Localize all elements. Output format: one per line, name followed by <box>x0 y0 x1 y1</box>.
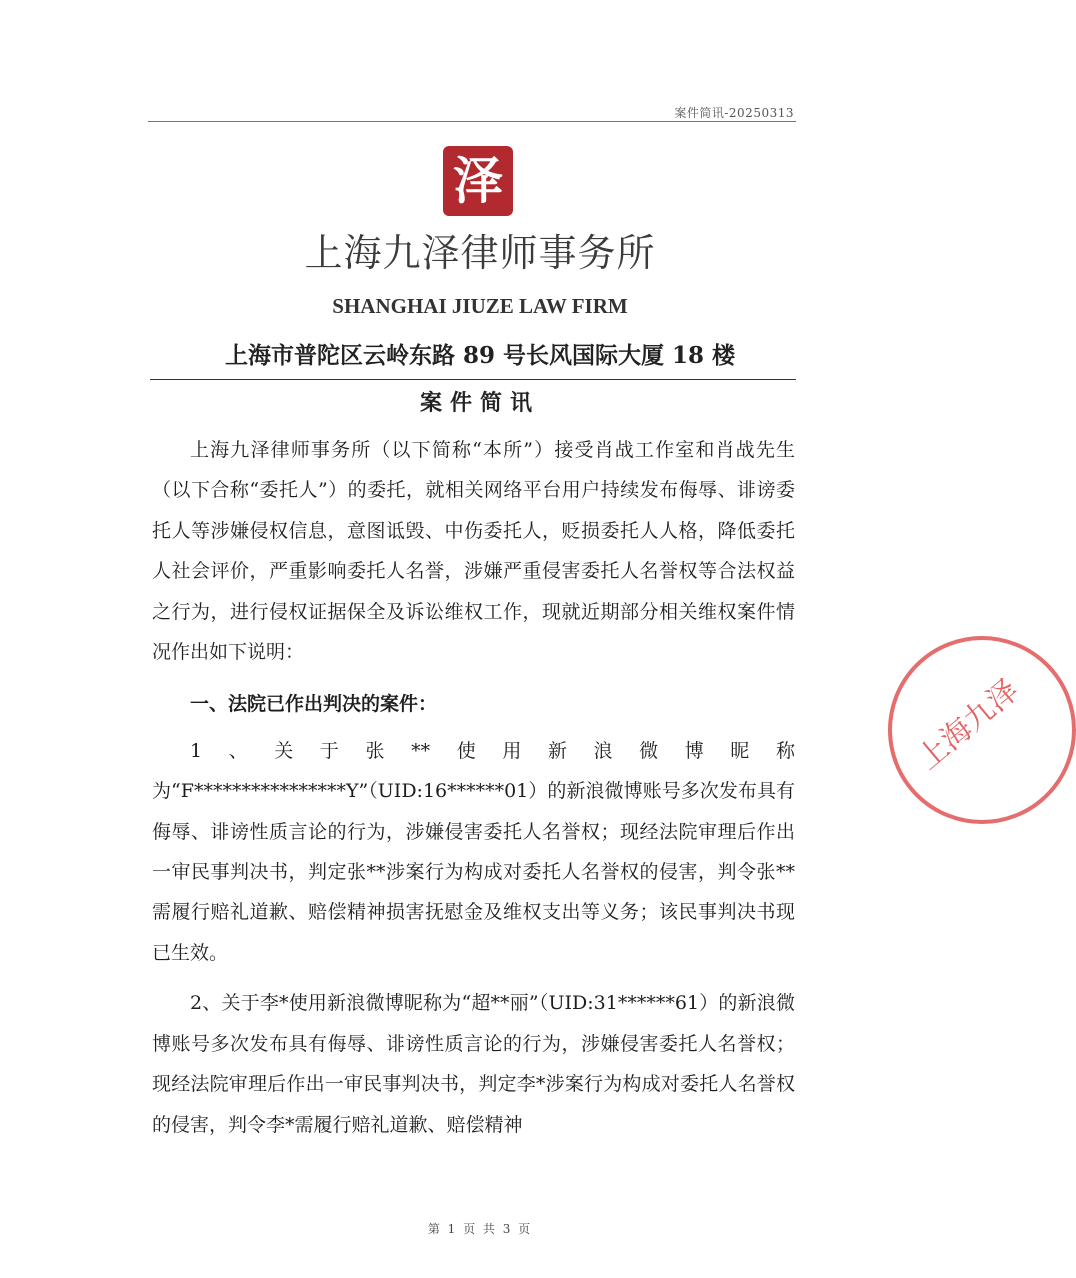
document-title: 案件简讯 <box>419 390 540 416</box>
section-heading: 一、法院已作出判决的案件： <box>190 693 438 716</box>
document-body <box>152 430 795 1145</box>
page-number: 第 1 页 共 3 页 <box>427 1222 533 1236</box>
firm-address: 上海市普陀区云岭东路 89 号长风国际大厦 18 楼 <box>224 342 736 369</box>
header-divider <box>148 121 796 122</box>
intro-paragraph: 上海九泽律师事务所（以下简称“本所”）接受肖战工作室和肖战先生（以下合称“委托人”）的委托，就相关网络平台用户持续发布侮辱、诽谤委托人等涉嫌侵权信息，意图诋毁、中伤委托人，贬损委托人人格，降低委托人社会评价，严重影响委托人名誉，涉嫌严重侵害委托人名誉权等合法权益之行为，进行侵权证据保全及诉讼维权工作，现就近期部分相关维权案件情况作出如下说明： <box>152 439 795 664</box>
case-paragraph-2: 2、关于李*使用新浪微博昵称为“超**丽”（UID:31******61）的新浪微博账号多次发布具有侮辱、诽谤性质言论的行为，涉嫌侵害委托人名誉权；现经法院审理后作出一审民事判决书，判定李*涉案行为构成对委托人名誉权的侵害，判令李*需履行赔礼道歉、赔偿精神 <box>152 992 795 1136</box>
seal-text: 上海九泽 <box>911 672 1026 777</box>
firm-name-english: SHANGHAI JIUZE LAW FIRM <box>332 294 628 318</box>
document-reference: 案件简讯-20250313 <box>674 106 794 120</box>
letterhead-divider <box>150 379 796 380</box>
law-firm-logo-icon <box>443 146 513 216</box>
case-paragraph-1: 1、关于张**使用新浪微博昵称为“F****************Y”（UID:16******01）的新浪微博账号多次发布具有侮辱、诽谤性质言论的行为，涉嫌侵害委托人名誉权；现经法院审理后作出一审民事判决书，判定张**涉案行为构成对委托人名誉权的侵害，判令张**需履行赔礼道歉、赔偿精神损害抚慰金及维权支出等义务；该民事判决书现已生效。 <box>152 739 795 964</box>
logo-glyph: 泽 <box>453 151 503 210</box>
firm-name-chinese: 上海九泽律师事务所 <box>304 231 656 275</box>
official-seal-stamp <box>888 636 1076 824</box>
